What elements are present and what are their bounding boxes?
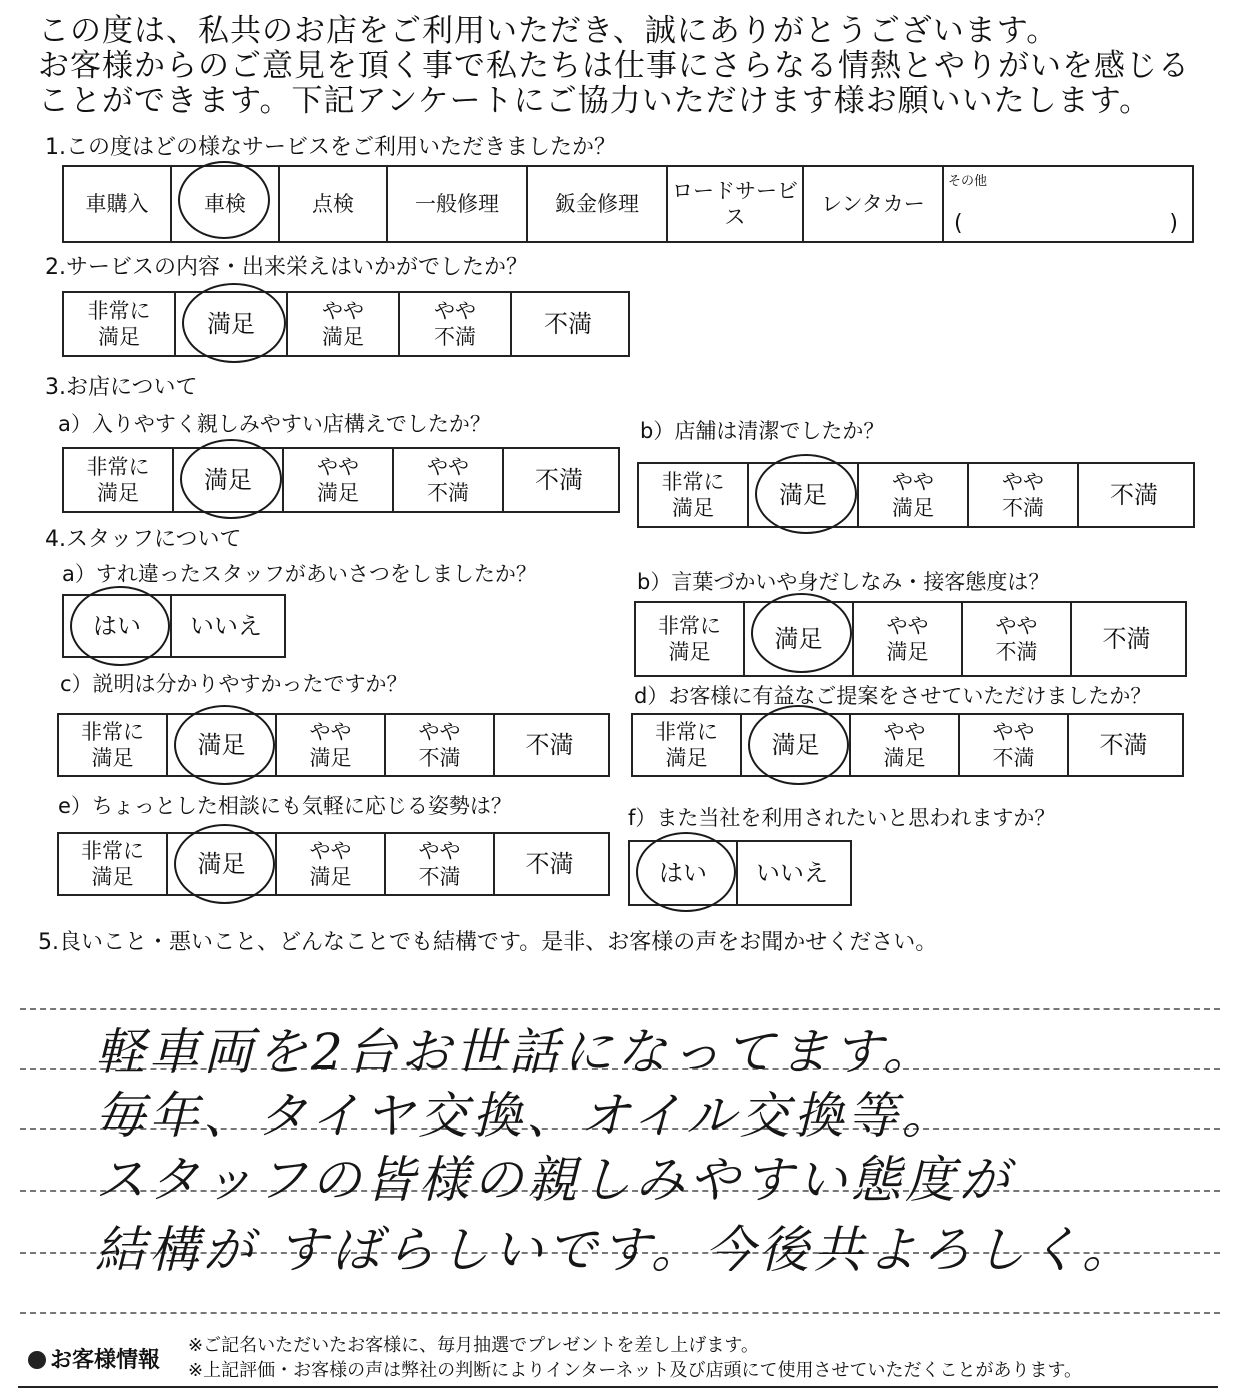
line-divider [20, 1312, 1220, 1314]
option-label: 満足 [771, 731, 820, 759]
option-label: 満足 [197, 731, 246, 759]
rating-option[interactable] [277, 715, 386, 775]
q1-title: 1.この度はどの様なサービスをご利用いただきましたか？ [45, 135, 616, 160]
option-label: 不満 [525, 850, 574, 878]
rating-option[interactable] [742, 715, 851, 775]
q1-option[interactable] [172, 167, 280, 241]
option-label: 満足 [779, 481, 827, 509]
rating-option[interactable] [1072, 603, 1181, 675]
option-label: 一般修理 [415, 192, 499, 216]
option-label: 非常に 満足 [81, 720, 144, 770]
q4f-options [628, 840, 852, 906]
rating-option[interactable] [960, 715, 1069, 775]
footer-note: ※上記評価・お客様の声は弊社の判断によりインターネット及び店頭にて使用させていただくことがあります。 [188, 1360, 1083, 1381]
rating-option[interactable] [59, 834, 168, 894]
q1-option[interactable] [528, 167, 668, 241]
q3a-options [62, 447, 620, 513]
customer-info-heading [28, 1343, 160, 1374]
option-label: やや 満足 [309, 720, 352, 770]
rating-option[interactable] [738, 842, 846, 904]
q4-title: 4.スタッフについて [45, 527, 242, 552]
option-label: 不満 [1110, 481, 1158, 509]
q4a-options [62, 594, 286, 658]
rating-option[interactable] [288, 293, 400, 355]
q4d-options [631, 713, 1184, 777]
rating-option[interactable] [64, 293, 176, 355]
option-label: ロードサービス [672, 179, 798, 229]
rating-option[interactable] [172, 596, 280, 656]
rating-option[interactable] [394, 449, 504, 511]
q1-option[interactable] [64, 167, 172, 241]
paren-close: ) [1169, 211, 1178, 236]
option-label: やや 満足 [886, 614, 929, 664]
option-label: やや 不満 [1002, 470, 1044, 520]
q4e-title: e）ちょっとした相談にも気軽に応じる姿勢は？ [58, 794, 512, 818]
rating-option[interactable] [168, 834, 277, 894]
option-label: いいえ [756, 859, 828, 887]
q1-options [62, 165, 1194, 243]
rating-option[interactable] [495, 715, 604, 775]
paren-open: ( [954, 211, 963, 236]
option-label: 非常に 満足 [87, 299, 151, 349]
option-label: やや 不満 [427, 455, 469, 505]
option-label: やや 不満 [995, 614, 1038, 664]
option-label: やや 不満 [434, 299, 476, 349]
rating-option[interactable] [386, 715, 495, 775]
q1-option[interactable] [280, 167, 388, 241]
q5-title: 5.良いこと・悪いこと、どんなことでも結構です。是非、お客様の声をお聞かせください。 [38, 930, 938, 955]
option-label: 非常に 満足 [661, 470, 725, 520]
other-input[interactable] [954, 211, 1178, 237]
option-label: 非常に 満足 [81, 839, 144, 889]
rating-option[interactable] [176, 293, 288, 355]
option-label: やや 不満 [418, 839, 461, 889]
option-label: やや 不満 [418, 720, 461, 770]
option-label: 点検 [312, 192, 354, 216]
q1-option-other[interactable] [944, 167, 1188, 241]
q4d-title: d）お客様に有益なご提案をさせていただけましたか？ [634, 684, 1152, 708]
rating-option[interactable] [851, 715, 960, 775]
option-label: 満足 [197, 850, 246, 878]
rating-option[interactable] [1079, 464, 1189, 526]
rating-option[interactable] [854, 603, 963, 675]
option-label: はい [659, 859, 707, 887]
bullet-icon [28, 1351, 46, 1369]
footer-note: ※ご記名いただいたお客様に、毎月抽選でプレゼントを差し上げます。 [188, 1335, 759, 1356]
option-label: 不満 [535, 466, 583, 494]
q1-option[interactable] [668, 167, 804, 241]
option-label: 鈑金修理 [555, 192, 639, 216]
other-label: その他 [948, 174, 988, 189]
q3-title: 3.お店について [45, 375, 198, 400]
q3b-title: b）店舗は清潔でしたか？ [640, 419, 885, 443]
option-label: 満足 [207, 310, 255, 338]
line-divider [20, 1008, 1220, 1010]
rating-option[interactable] [168, 715, 277, 775]
handwriting-line: 毎年、タイヤ交換、オイル交換等。 [95, 1087, 956, 1145]
option-label: 不満 [544, 310, 592, 338]
rating-option[interactable] [174, 449, 284, 511]
intro-text: この度は、私共のお店をご利用いただき、誠にありがとうございます。 お客様からのご意見を頂く事で私たちは仕事にさらなる情熱とやりがいを感じる ことができます。下記アンケートにご協力いただけます様お願いいたします。 [38, 13, 1190, 119]
option-label: 非常に 満足 [86, 455, 150, 505]
option-label: いいえ [190, 612, 262, 640]
rating-option[interactable] [963, 603, 1072, 675]
q2-title: 2.サービスの内容・出来栄えはいかがでしたか？ [45, 255, 528, 280]
option-label: 車購入 [85, 192, 149, 216]
handwriting-line: 結構が すばらしいです。今後共よろしく。 [95, 1221, 1136, 1279]
q1-option[interactable] [804, 167, 944, 241]
option-label: 非常に 満足 [658, 614, 721, 664]
rating-option[interactable] [512, 293, 624, 355]
rating-option[interactable] [969, 464, 1079, 526]
option-label: はい [93, 612, 141, 640]
option-label: 満足 [204, 466, 252, 494]
rating-option[interactable] [495, 834, 604, 894]
option-label: 車検 [204, 192, 246, 216]
q4c-title: c）説明は分かりやすかったですか？ [60, 672, 408, 696]
rating-option[interactable] [1069, 715, 1178, 775]
rating-option[interactable] [749, 464, 859, 526]
option-label: 非常に 満足 [655, 720, 718, 770]
q2-options [62, 291, 630, 357]
option-label: 不満 [525, 731, 574, 759]
q4b-title: b）言葉づかいや身だしなみ・接客態度は？ [637, 570, 1050, 594]
q3b-options [637, 462, 1195, 528]
handwriting-line: 軽車両を2台お世話になってます。 [95, 1023, 937, 1081]
q4c-options [57, 713, 610, 777]
q1-option[interactable] [388, 167, 528, 241]
rating-option[interactable] [400, 293, 512, 355]
option-label: やや 満足 [317, 455, 359, 505]
q4e-options [57, 832, 610, 896]
rating-option[interactable] [636, 603, 745, 675]
rating-option[interactable] [59, 715, 168, 775]
handwriting-line: スタッフの皆様の親しみやすい態度が [95, 1151, 1013, 1209]
rating-option[interactable] [639, 464, 749, 526]
rating-option[interactable] [633, 715, 742, 775]
option-label: やや 満足 [322, 299, 364, 349]
q4a-title: a）すれ違ったスタッフがあいさつをしましたか？ [62, 562, 537, 586]
option-label: やや 満足 [309, 839, 352, 889]
option-label: やや 満足 [883, 720, 926, 770]
rating-option[interactable] [64, 449, 174, 511]
rating-option[interactable] [64, 596, 172, 656]
q3a-title: a）入りやすく親しみやすい店構えでしたか？ [58, 412, 491, 436]
option-label: 不満 [1099, 731, 1148, 759]
option-label: やや 不満 [992, 720, 1035, 770]
rating-option[interactable] [277, 834, 386, 894]
rating-option[interactable] [504, 449, 614, 511]
rating-option[interactable] [284, 449, 394, 511]
rating-option[interactable] [745, 603, 854, 675]
option-label: レンタカー [821, 192, 925, 216]
rating-option[interactable] [386, 834, 495, 894]
customer-info-title: お客様情報 [50, 1348, 161, 1373]
option-label: 不満 [1102, 625, 1151, 653]
option-label: 満足 [774, 625, 823, 653]
q4f-title: f）また当社を利用されたいと思われますか？ [628, 806, 1056, 830]
rating-option[interactable] [630, 842, 738, 904]
q4b-options [634, 601, 1187, 677]
rating-option[interactable] [859, 464, 969, 526]
option-label: やや 満足 [892, 470, 934, 520]
footer-table-border [18, 1386, 1218, 1388]
